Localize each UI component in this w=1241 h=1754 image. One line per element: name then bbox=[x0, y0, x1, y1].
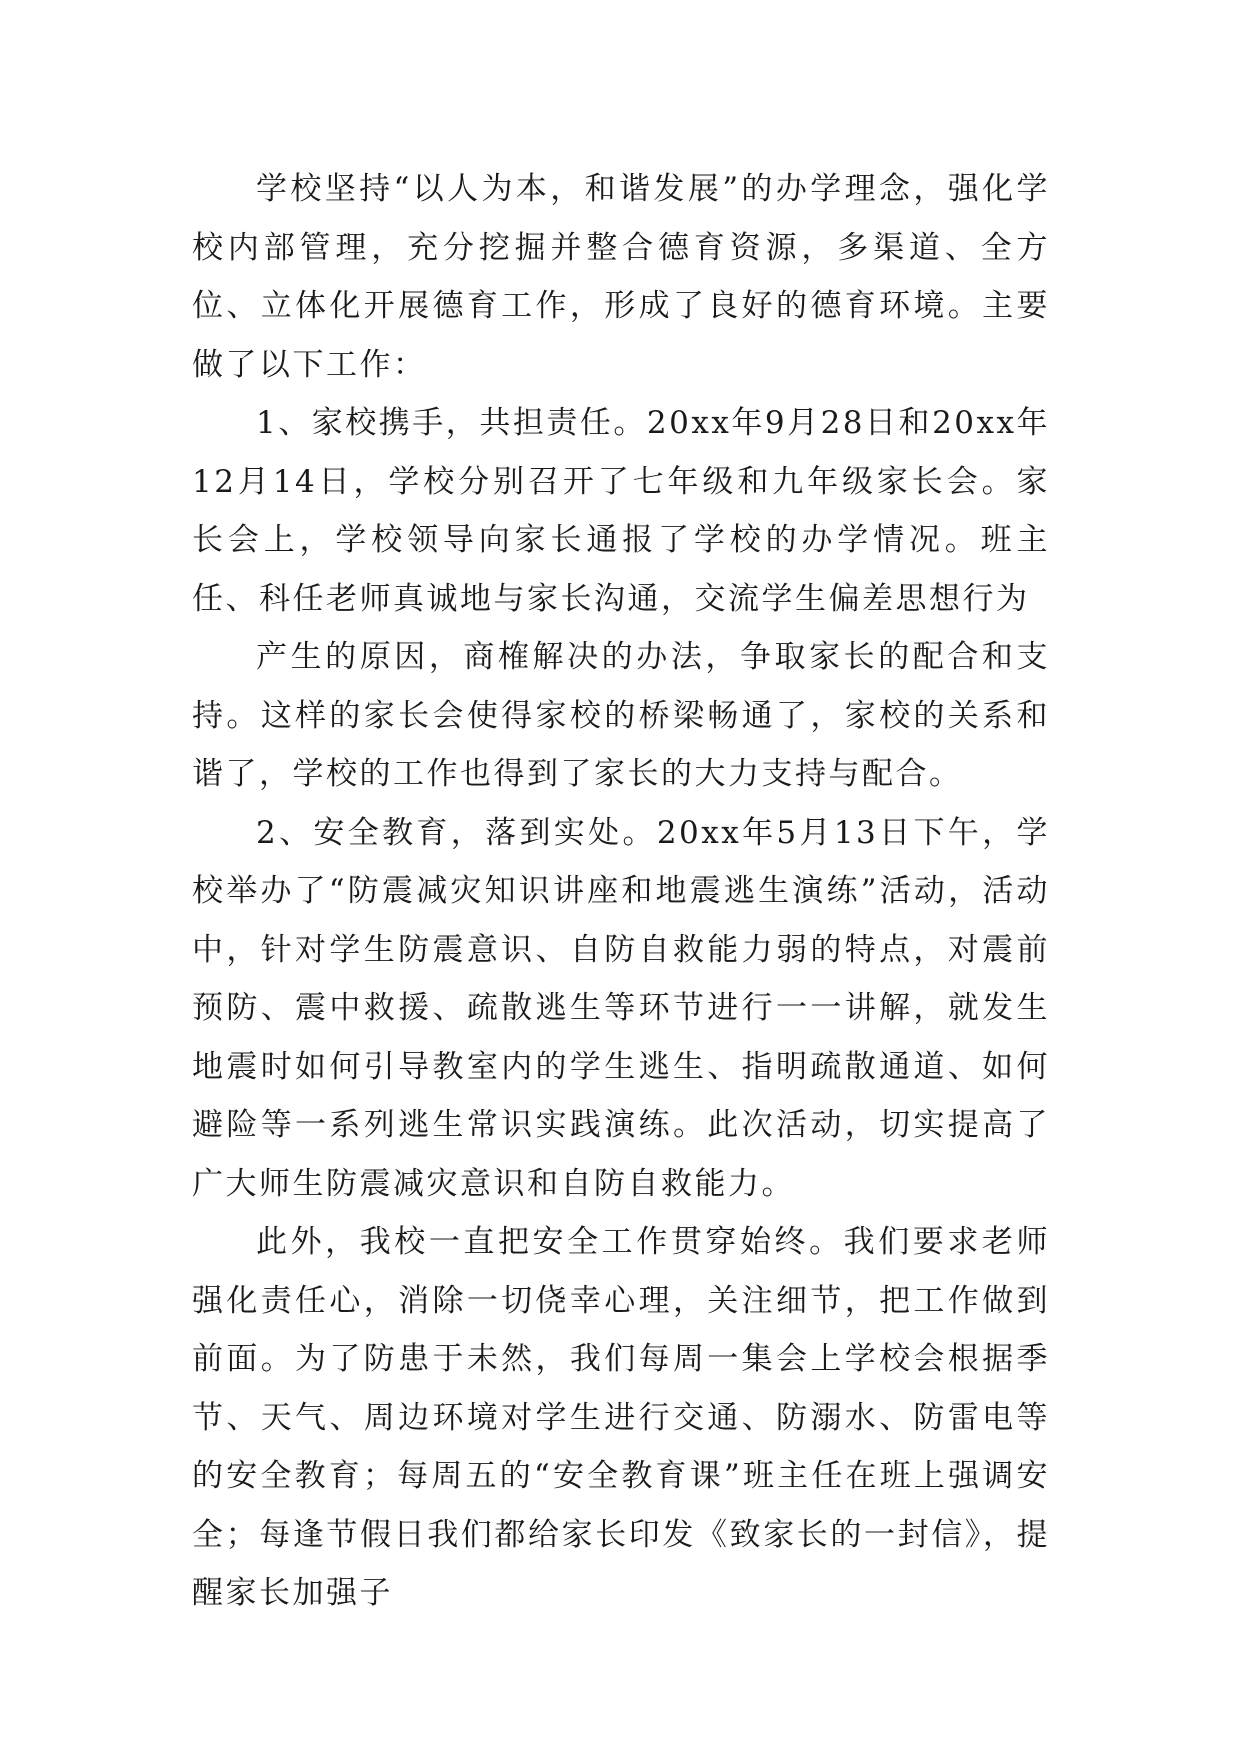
paragraph-safety-work: 此外，我校一直把安全工作贯穿始终。我们要求老师强化责任心，消除一切侥幸心理，关注细节，把工作做到前面。为了防患于未然，我们每周一集会上学校会根据季节、天气、周边环境对学生进行交通、防溺水、防雷电等的安全教育；每周五的“安全教育课”班主任在班上强调安全；每逢节假日我们都给家长印发《致家长的一封信》，提醒家长加强子 bbox=[192, 1224, 1050, 1611]
paragraph-safety-education: 2、安全教育，落到实处。20xx年5月13日下午，学校举办了“防震减灾知识讲座和地震逃生演练”活动，活动中，针对学生防震意识、自防自救能力弱的特点，对震前预防、震中救援、疏散逃生等环节进行一一讲解，就发生地震时如何引导教室内的学生逃生、指明疏散通道、如何避险等一系列逃生常识实践演练。此次活动，切实提高了广大师生防震减灾意识和自防自救能力。 bbox=[192, 814, 1050, 1202]
document-body bbox=[192, 160, 1050, 1623]
paragraph-home-school: 1、家校携手，共担责任。20xx年9月28日和20xx年12月14日，学校分别召开了七年级和九年级家长会。家长会上，学校领导向家长通报了学校的办学情况。班主任、科任老师真诚地与家长沟通，交流学生偏差思想行为 bbox=[192, 405, 1050, 617]
paragraph-home-school-continued: 产生的原因，商榷解决的办法，争取家长的配合和支持。这样的家长会使得家校的桥梁畅通了，家校的关系和谐了，学校的工作也得到了家长的大力支持与配合。 bbox=[192, 639, 1050, 792]
paragraph-intro: 学校坚持“以人为本，和谐发展”的办学理念，强化学校内部管理，充分挖掘并整合德育资源，多渠道、全方位、立体化开展德育工作，形成了良好的德育环境。主要做了以下工作： bbox=[192, 171, 1050, 383]
